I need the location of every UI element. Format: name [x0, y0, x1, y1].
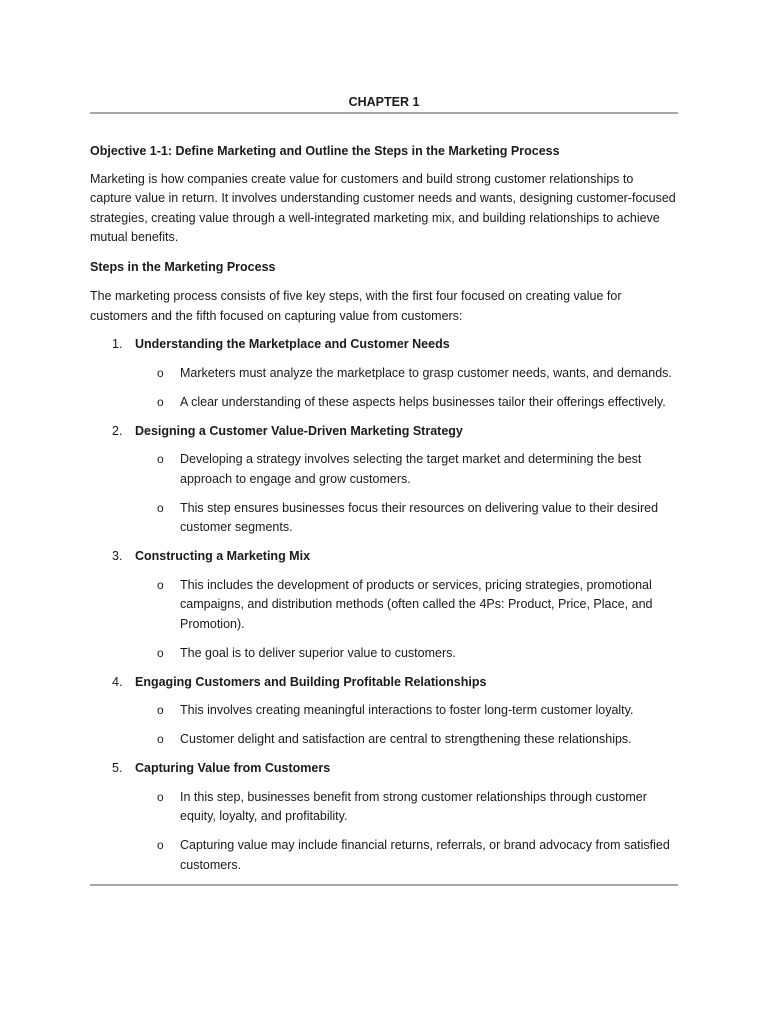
bullet-list — [135, 450, 678, 538]
step-item — [90, 422, 678, 538]
top-divider — [90, 112, 678, 114]
bullet-text: This includes the development of products or services, pricing strategies, promotional campaigns, and distribution methods (often called the 4Ps: Product, Price, Place, and Promotion). — [180, 577, 653, 631]
step-item — [90, 759, 678, 875]
step-number: 2. — [112, 423, 123, 438]
bullet-list — [135, 701, 678, 750]
bullet-text: This step ensures businesses focus their resources on delivering value to their desired customer segments. — [180, 500, 659, 534]
bullet-item — [135, 393, 678, 413]
bullet-item — [135, 499, 678, 538]
step-title: Understanding the Marketplace and Customer Needs — [135, 337, 450, 351]
bullet-marker: o — [157, 452, 164, 466]
bullet-marker: o — [157, 732, 164, 746]
bullet-marker: o — [157, 838, 164, 852]
bullet-text: Marketers must analyze the marketplace to grasp customer needs, wants, and demands. — [180, 365, 672, 380]
step-title: Constructing a Marketing Mix — [135, 549, 311, 563]
step-number: 5. — [112, 761, 123, 775]
bullet-item — [135, 576, 678, 635]
bullet-list — [135, 364, 678, 413]
bullet-text: In this step, businesses benefit from strong customer relationships through customer equity, loyalty, and profitability. — [180, 789, 647, 823]
bullet-text: Developing a strategy involves selecting the target market and determining the best approach to engage and grow customers. — [180, 452, 642, 486]
step-title: Engaging Customers and Building Profitable Relationships — [135, 674, 487, 689]
bullet-item — [135, 364, 678, 384]
step-title: Capturing Value from Customers — [135, 761, 331, 775]
bullet-marker: o — [157, 645, 164, 660]
bullet-text: Customer delight and satisfaction are central to strengthening these relationships. — [180, 732, 632, 746]
step-number: 3. — [112, 549, 123, 563]
bullet-list — [135, 576, 678, 664]
bullet-marker: o — [157, 577, 164, 592]
bullet-marker: o — [157, 703, 164, 717]
bullet-marker: o — [157, 789, 164, 804]
intro-paragraph: Marketing is how companies create value for customers and build strong customer relationships to capture value in return. It involves understanding customer needs and wants, designing customer-focused strategies, creating value through a well-integrated marketing mix, and building relationships to achieve mutual benefits. — [90, 171, 676, 244]
bullet-marker: o — [157, 500, 164, 515]
bullet-marker: o — [157, 365, 164, 380]
objective-title: Objective 1-1: Define Marketing and Outline the Steps in the Marketing Process — [90, 144, 560, 158]
step-number: 1. — [112, 337, 123, 351]
bullet-item — [135, 644, 678, 664]
bullet-text: A clear understanding of these aspects helps businesses tailor their offerings effectively. — [180, 394, 666, 409]
bullet-text: Capturing value may include financial returns, referrals, or brand advocacy from satisfied customers. — [180, 838, 670, 872]
section-heading: Steps in the Marketing Process — [90, 259, 276, 274]
bullet-text: This involves creating meaningful interactions to foster long-term customer loyalty. — [180, 703, 634, 717]
step-item — [90, 673, 678, 750]
bullet-item — [135, 701, 678, 721]
steps-list — [90, 335, 678, 875]
chapter-title: CHAPTER 1 — [348, 95, 420, 109]
bullet-item — [135, 450, 678, 489]
step-number: 4. — [112, 674, 123, 689]
bullet-item — [135, 788, 678, 827]
bullet-list — [135, 788, 678, 876]
process-intro-paragraph: The marketing process consists of five key steps, with the first four focused on creating value for customers and the fifth focused on capturing value from customers: — [90, 289, 622, 323]
step-title: Designing a Customer Value-Driven Marketing Strategy — [135, 423, 463, 438]
document-body — [90, 142, 678, 885]
bullet-text: The goal is to deliver superior value to customers. — [180, 645, 456, 660]
step-item — [90, 335, 678, 412]
bullet-marker: o — [157, 394, 164, 409]
bottom-divider — [90, 884, 678, 886]
bullet-item — [135, 836, 678, 875]
step-item — [90, 547, 678, 663]
bullet-item — [135, 730, 678, 750]
